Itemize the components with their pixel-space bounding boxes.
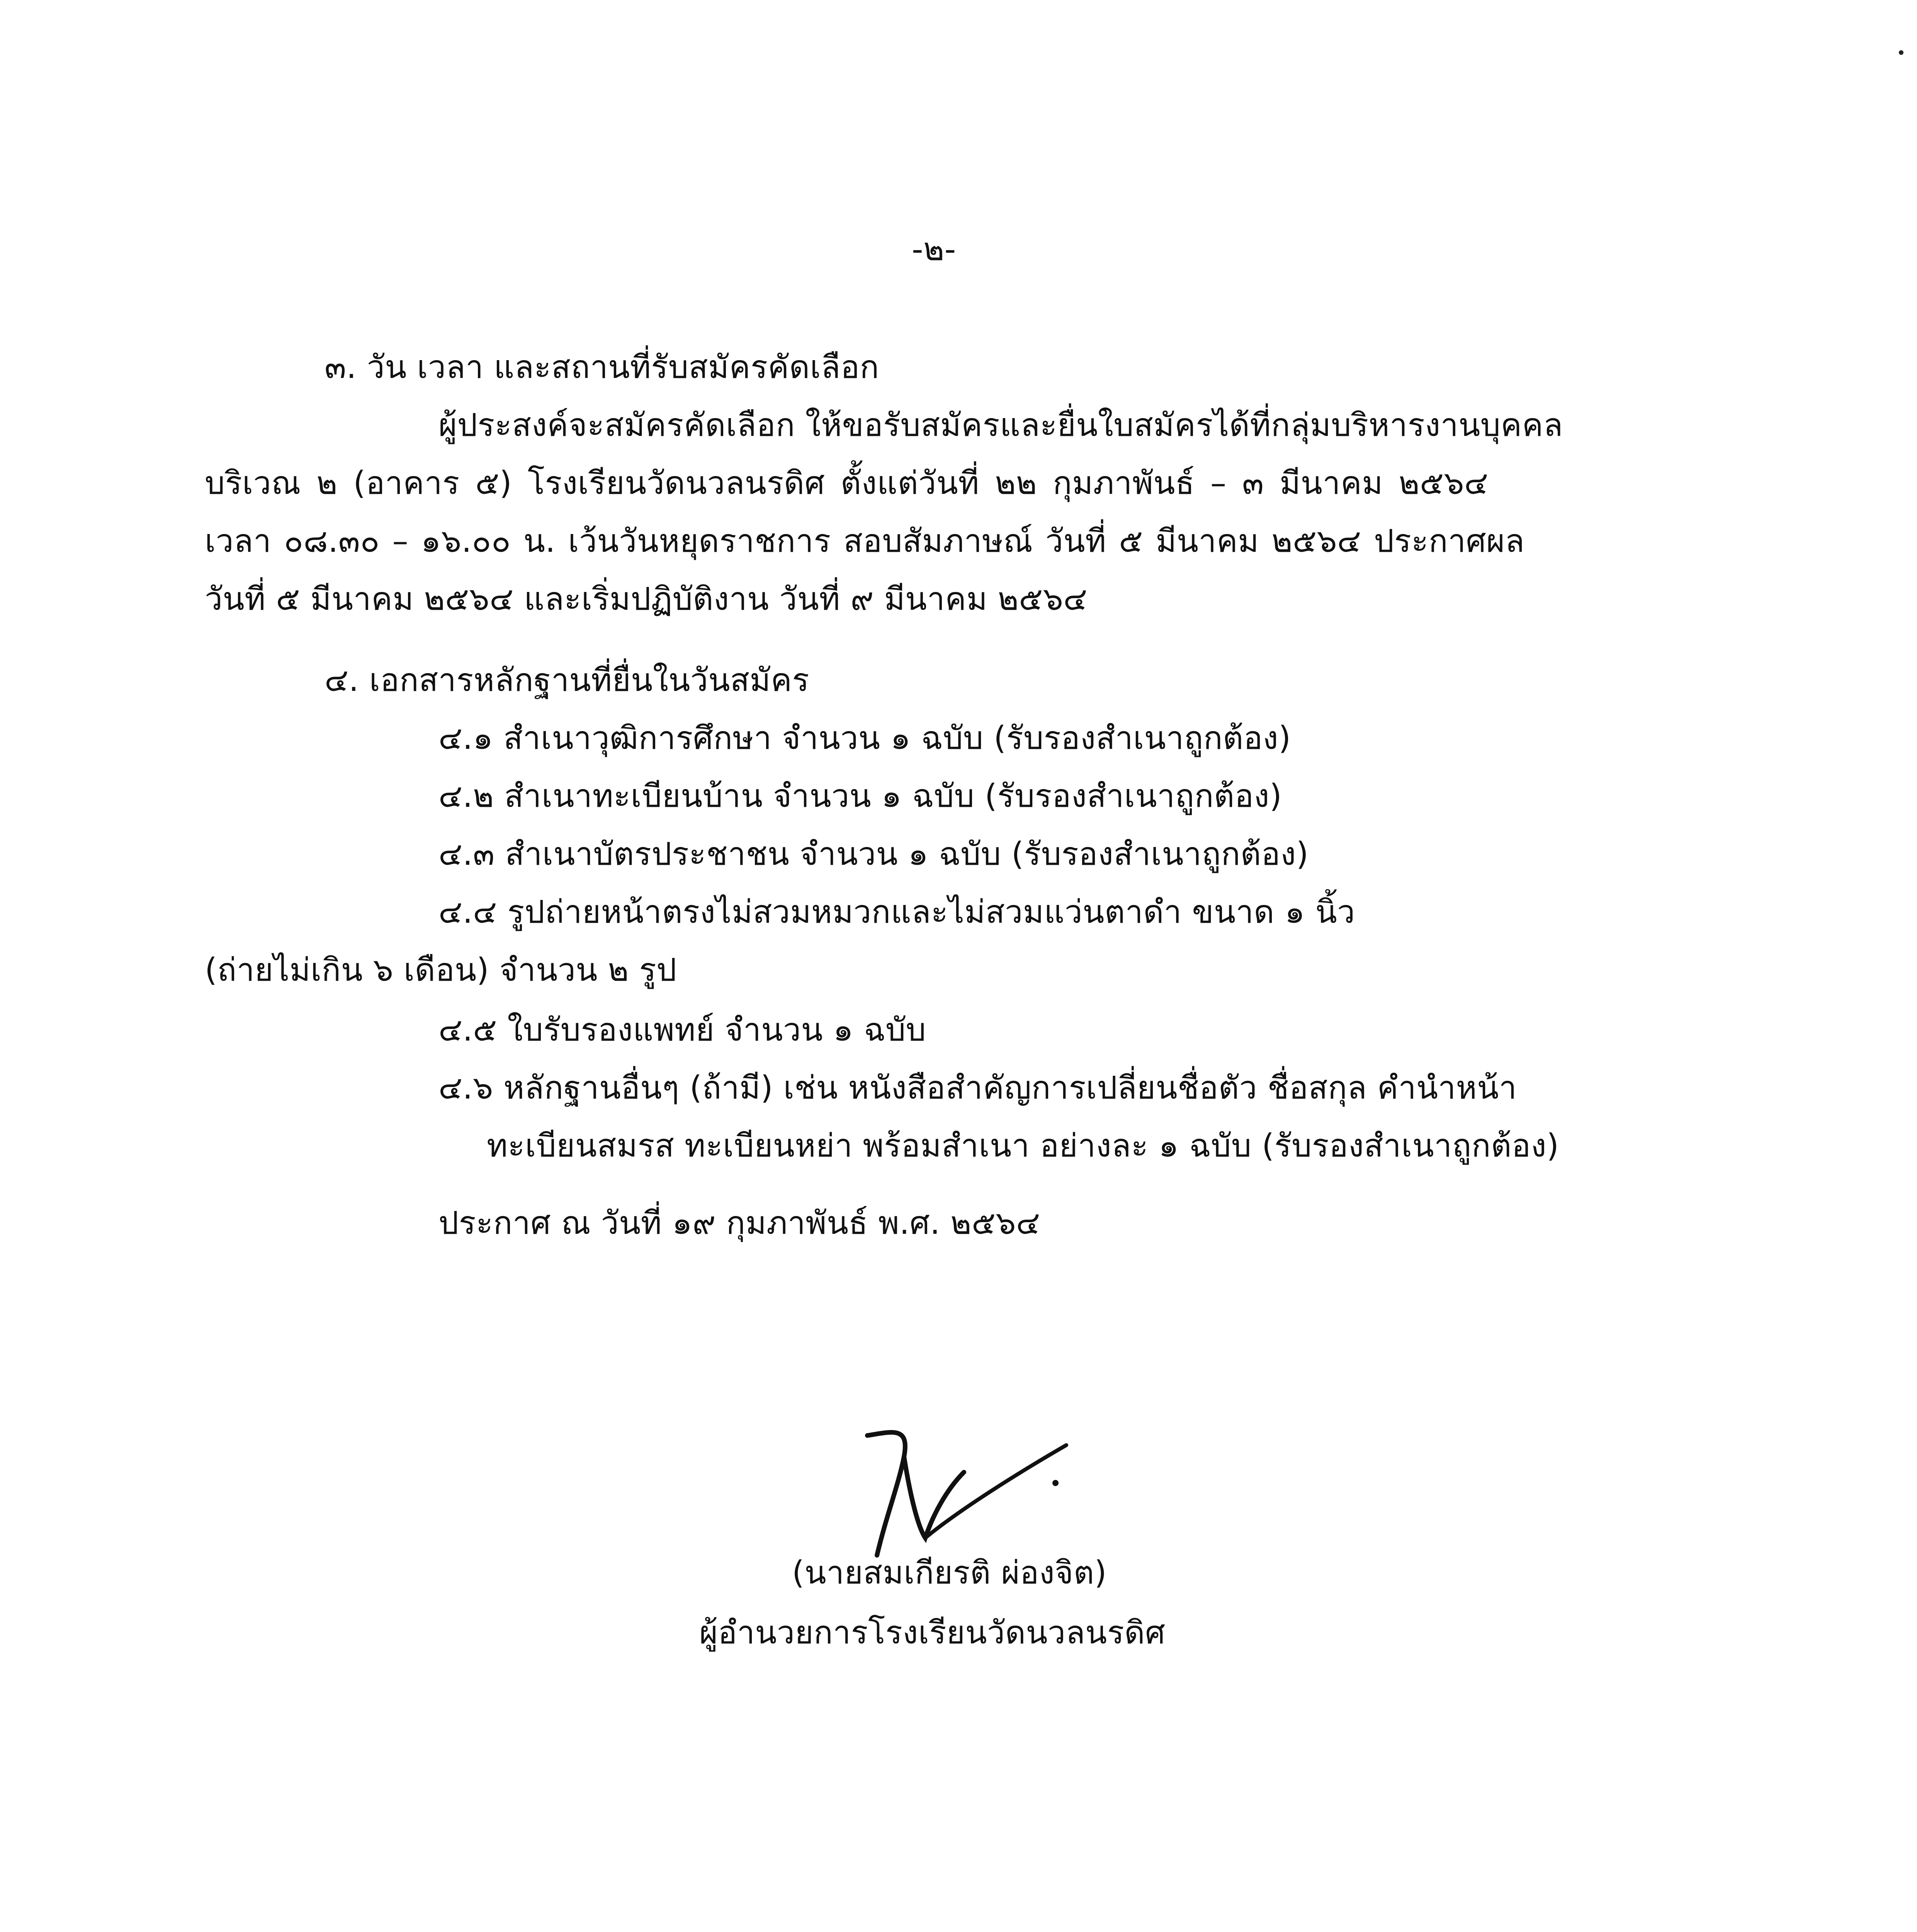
handwritten-signature: [831, 1399, 1101, 1573]
document-item-4-6-continued: ทะเบียนสมรส ทะเบียนหย่า พร้อมสำเนา อย่างละ ๑ ฉบับ (รับรองสำเนาถูกต้อง): [487, 1128, 1559, 1164]
section-3-heading: ๓. วัน เวลา และสถานที่รับสมัครคัดเลือก: [325, 349, 879, 386]
document-item-4-4: ๔.๔ รูปถ่ายหน้าตรงไม่สวมหมวกและไม่สวมแว่นตาดำ ขนาด ๑ นิ้ว: [438, 894, 1355, 930]
section-3-paragraph-line-3: เวลา ๐๘.๓๐ – ๑๖.๐๐ น. เว้นวันหยุดราชการ สอบสัมภาษณ์ วันที่ ๕ มีนาคม ๒๕๖๔ ประกาศผล: [205, 523, 1525, 560]
document-item-4-3: ๔.๓ สำเนาบัตรประชาชน จำนวน ๑ ฉบับ (รับรองสำเนาถูกต้อง): [438, 836, 1309, 872]
document-item-4-6: ๔.๖ หลักฐานอื่นๆ (ถ้ามี) เช่น หนังสือสำคัญการเปลี่ยนชื่อตัว ชื่อสกุล คำนำหน้า: [438, 1070, 1517, 1106]
document-item-4-4-continued: (ถ่ายไม่เกิน ๖ เดือน) จำนวน ๒ รูป: [205, 952, 677, 988]
document-item-4-1: ๔.๑ สำเนาวุฒิการศึกษา จำนวน ๑ ฉบับ (รับรองสำเนาถูกต้อง): [438, 720, 1291, 757]
section-3-paragraph-line-4: วันที่ ๕ มีนาคม ๒๕๖๔ และเริ่มปฏิบัติงาน วันที่ ๙ มีนาคม ๒๕๖๔: [205, 581, 1088, 617]
signer-name: (นายสมเกียรติ ผ่องจิต): [792, 1554, 1107, 1591]
section-3-paragraph-line-1: ผู้ประสงค์จะสมัครคัดเลือก ให้ขอรับสมัครและยื่นใบสมัครได้ที่กลุ่มบริหารงานบุคคล: [438, 407, 1563, 444]
document-item-4-5: ๔.๕ ใบรับรองแพทย์ จำนวน ๑ ฉบับ: [438, 1012, 926, 1048]
scan-speck: [1899, 50, 1903, 55]
page-number: -๒-: [912, 231, 956, 268]
section-4-heading: ๔. เอกสารหลักฐานที่ยื่นในวันสมัคร: [325, 662, 809, 699]
document-item-4-2: ๔.๒ สำเนาทะเบียนบ้าน จำนวน ๑ ฉบับ (รับรองสำเนาถูกต้อง): [438, 778, 1282, 815]
announcement-date: ประกาศ ณ วันที่ ๑๙ กุมภาพันธ์ พ.ศ. ๒๕๖๔: [438, 1205, 1040, 1242]
signer-title: ผู้อำนวยการโรงเรียนวัดนวลนรดิศ: [699, 1614, 1166, 1651]
section-3-paragraph-line-2: บริเวณ ๒ (อาคาร ๕) โรงเรียนวัดนวลนรดิศ ตั้งแต่วันที่ ๒๒ กุมภาพันธ์ – ๓ มีนาคม ๒๕๖๔: [205, 465, 1489, 502]
